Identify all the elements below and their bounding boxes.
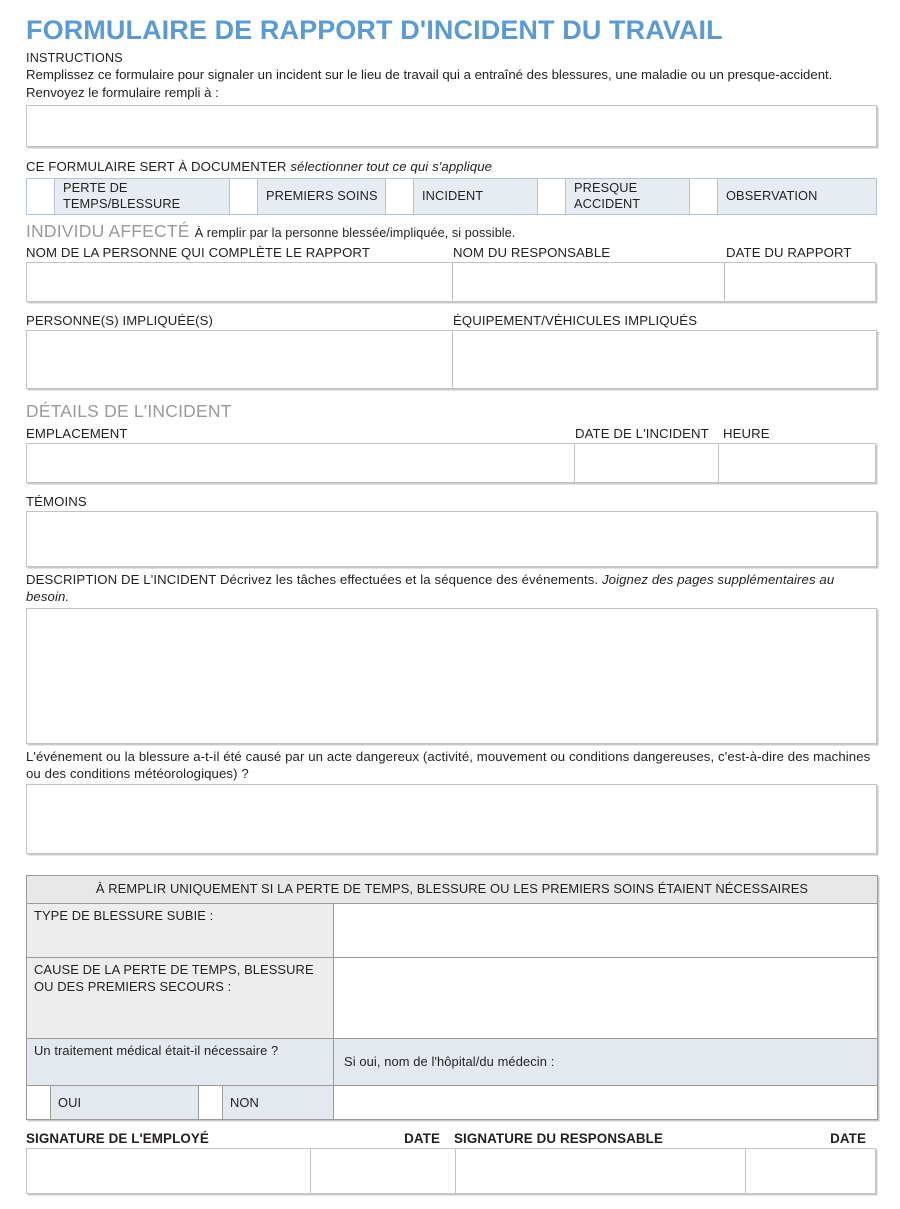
- section-heading-affected-individual-text: INDIVIDU AFFECTÉ: [26, 220, 190, 241]
- employee-signature-input[interactable]: [26, 1148, 311, 1194]
- employee-date-input[interactable]: [310, 1148, 456, 1194]
- affected-individual-labels-row: [26, 245, 878, 262]
- incident-time-label: HEURE: [723, 426, 770, 442]
- employee-date-label: DATE: [404, 1131, 440, 1147]
- checkbox-label-incident[interactable]: INCIDENT: [414, 179, 538, 214]
- table-row-medical-question: [27, 1039, 878, 1086]
- checkbox-incident[interactable]: [386, 179, 414, 214]
- incident-date-label: DATE DE L'INCIDENT: [575, 426, 709, 442]
- persons-equipment-labels-row: [26, 313, 878, 330]
- injury-type-input[interactable]: [334, 904, 878, 958]
- documents-for-label: [26, 159, 878, 176]
- checkbox-medical-no[interactable]: [199, 1086, 223, 1120]
- report-date-input[interactable]: [724, 262, 876, 302]
- witnesses-label: TÉMOINS: [26, 493, 87, 509]
- injury-details-table: [26, 875, 878, 1120]
- supervisor-name-label: NOM DU RESPONSABLE: [453, 245, 611, 261]
- reporter-name-input[interactable]: [26, 262, 453, 302]
- injury-type-key: TYPE DE BLESSURE SUBIE :: [27, 904, 334, 958]
- checkbox-medical-yes[interactable]: [27, 1086, 51, 1120]
- documents-for-hint: sélectionner tout ce qui s'applique: [290, 158, 493, 174]
- section-heading-affected-individual: [26, 221, 878, 243]
- injury-cause-key: CAUSE DE LA PERTE DE TEMPS, BLESSURE OU DES PREMIERS SECOURS :: [27, 958, 334, 1039]
- injury-cause-input[interactable]: [334, 958, 878, 1039]
- incident-location-inputs-row: [26, 443, 878, 483]
- hospital-doctor-label: Si oui, nom de l'hôpital/du médecin :: [334, 1039, 878, 1086]
- checkbox-perte-de-temps[interactable]: [27, 179, 55, 214]
- supervisor-date-input[interactable]: [745, 1148, 876, 1194]
- witnesses-input[interactable]: [26, 511, 877, 567]
- page-title: FORMULAIRE DE RAPPORT D'INCIDENT DU TRAVAIL: [26, 15, 723, 45]
- incident-date-input[interactable]: [574, 443, 719, 483]
- table-row-injury-type: [27, 904, 878, 958]
- checkbox-label-medical-no[interactable]: NON: [223, 1086, 334, 1120]
- location-input[interactable]: [26, 443, 575, 483]
- incident-location-labels-row: [26, 426, 878, 443]
- persons-involved-label: PERSONNE(S) IMPLIQUÉE(S): [26, 313, 214, 329]
- documents-for-text: CE FORMULAIRE SERT À DOCUMENTER: [26, 158, 287, 174]
- reporter-name-label: NOM DE LA PERSONNE QUI COMPLÈTE LE RAPPORT: [26, 245, 370, 261]
- checkbox-premiers-soins[interactable]: [230, 179, 258, 214]
- document-type-checkbox-strip: [26, 178, 877, 215]
- incident-time-input[interactable]: [718, 443, 876, 483]
- description-hint-plain: Décrivez les tâches effectuées et la séquence des événements.: [219, 571, 599, 587]
- signature-labels-row: [26, 1131, 878, 1146]
- location-label: EMPLACEMENT: [26, 426, 128, 442]
- supervisor-date-label: DATE: [830, 1131, 866, 1147]
- unsafe-act-input[interactable]: [26, 784, 877, 854]
- description-label-text: DESCRIPTION DE L'INCIDENT: [26, 571, 217, 587]
- checkbox-observation[interactable]: [690, 179, 718, 214]
- description-label: [26, 572, 881, 606]
- checkbox-label-medical-yes[interactable]: OUI: [51, 1086, 199, 1120]
- checkbox-label-presque-accident[interactable]: PRESQUE ACCIDENT: [566, 179, 690, 214]
- supervisor-name-input[interactable]: [452, 262, 725, 302]
- table-row-injury-cause: [27, 958, 878, 1039]
- unsafe-act-question: L'événement ou la blessure a-t-il été causé par un acte dangereux (activité, mouvement ou conditions dangereuses, c'est-à-dire des machines ou des conditions météorologiques) ?: [26, 748, 871, 781]
- checkbox-label-perte-de-temps[interactable]: PERTE DE TEMPS/BLESSURE: [55, 179, 230, 214]
- equipment-involved-input[interactable]: [452, 330, 877, 389]
- checkbox-presque-accident[interactable]: [538, 179, 566, 214]
- supervisor-signature-label: SIGNATURE DU RESPONSABLE: [454, 1131, 663, 1147]
- supervisor-signature-input[interactable]: [455, 1148, 746, 1194]
- table-row-header: [27, 876, 878, 904]
- instructions-heading: INSTRUCTIONS: [26, 51, 123, 66]
- medical-treatment-question: Un traitement médical était-il nécessaire ?: [27, 1039, 334, 1086]
- persons-equipment-inputs-row: [26, 330, 878, 389]
- section-subheading-affected-individual: À remplir par la personne blessée/impliquée, si possible.: [194, 225, 516, 240]
- affected-individual-inputs-row: [26, 262, 878, 302]
- equipment-involved-label: ÉQUIPEMENT/VÉHICULES IMPLIQUÉS: [453, 313, 698, 329]
- hospital-doctor-input[interactable]: [334, 1086, 878, 1120]
- injury-table-header: À REMPLIR UNIQUEMENT SI LA PERTE DE TEMPS, BLESSURE OU LES PREMIERS SOINS ÉTAIENT NÉCESSAIRES: [27, 876, 878, 904]
- description-input[interactable]: [26, 608, 877, 744]
- report-date-label: DATE DU RAPPORT: [726, 245, 852, 261]
- description-hint-italic: Joignez des pages supplémentaires au besoin.: [26, 571, 835, 604]
- checkbox-label-observation[interactable]: OBSERVATION: [718, 179, 876, 214]
- section-heading-incident-details: DÉTAILS DE L'INCIDENT: [26, 401, 232, 422]
- persons-involved-input[interactable]: [26, 330, 453, 389]
- employee-signature-label: SIGNATURE DE L'EMPLOYÉ: [26, 1131, 209, 1147]
- checkbox-label-premiers-soins[interactable]: PREMIERS SOINS: [258, 179, 386, 214]
- table-row-yes-no: [27, 1086, 878, 1120]
- return-to-input[interactable]: [26, 105, 877, 147]
- signature-inputs-row: [26, 1148, 878, 1194]
- instructions-body: Remplissez ce formulaire pour signaler un incident sur le lieu de travail qui a entraîné des blessures, une maladie ou un presque-accident. Renvoyez le formulaire rempli à :: [26, 67, 833, 100]
